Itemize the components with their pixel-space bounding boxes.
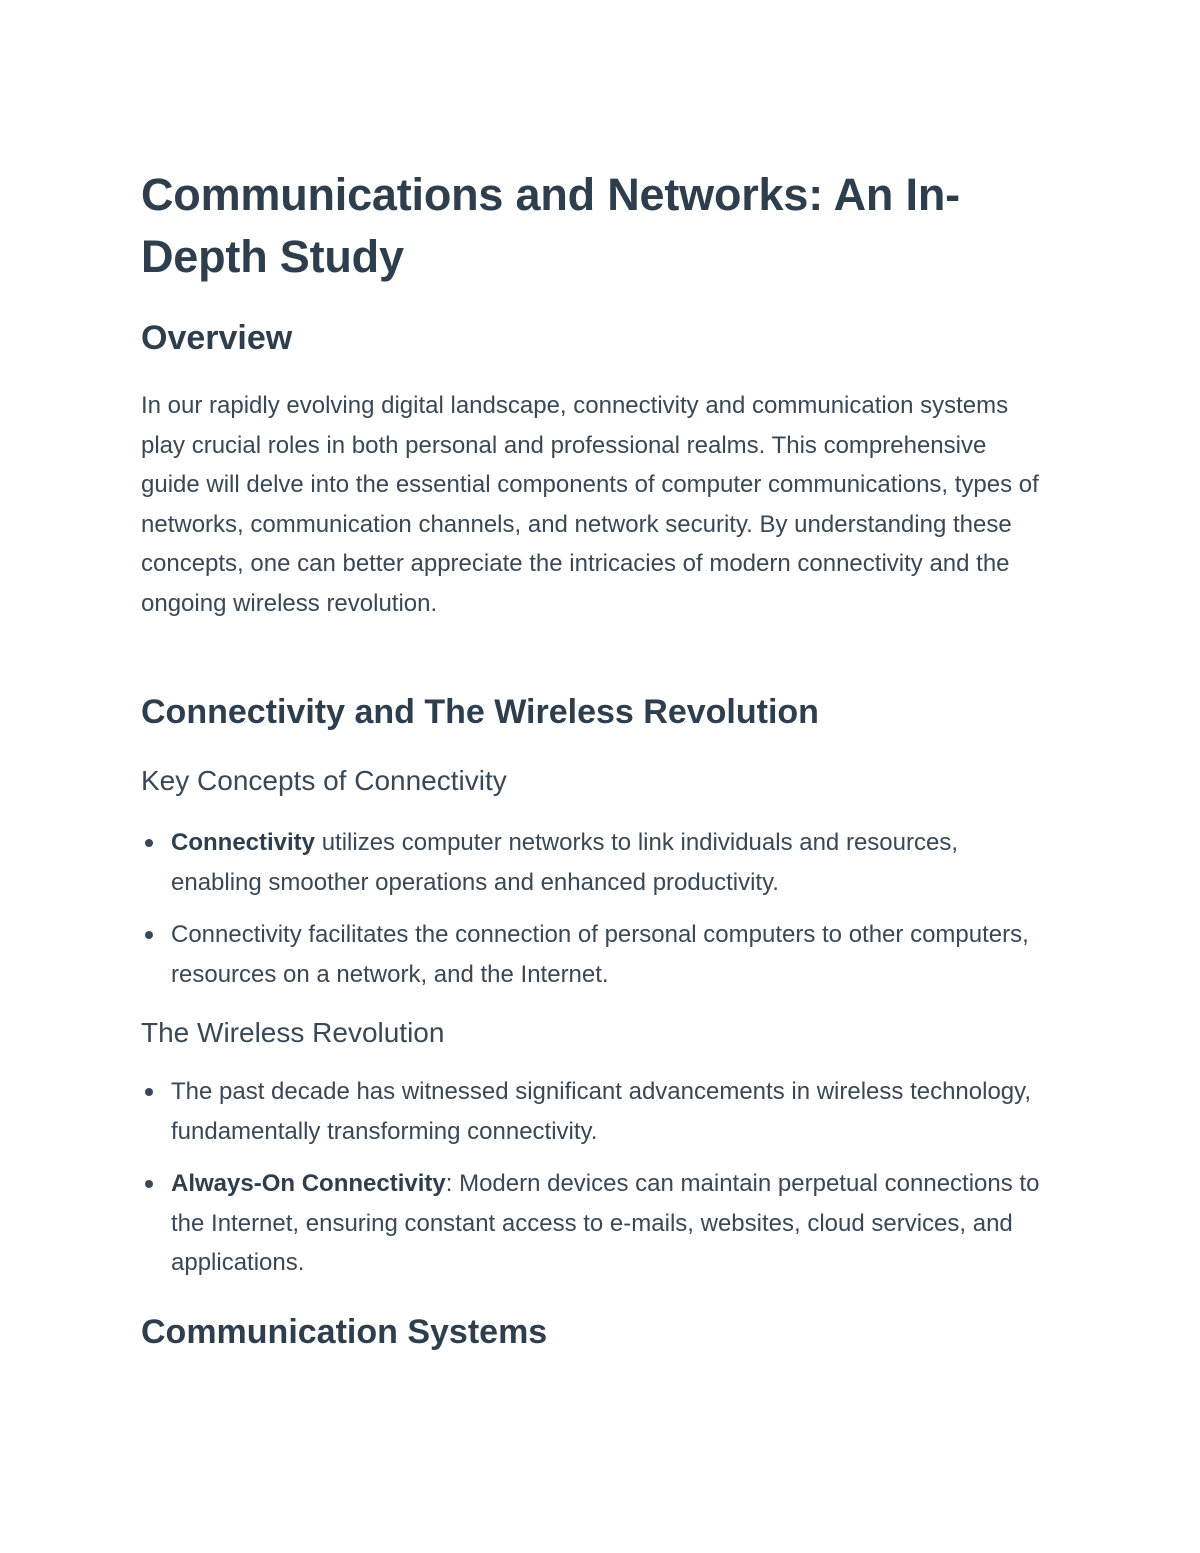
communication-systems-heading: Communication Systems [141,1313,548,1351]
bullet-icon [145,1088,153,1096]
list-item [141,915,1051,994]
wireless-revolution-list [141,1072,1051,1283]
bullet-icon [145,931,153,939]
list-item-text: Connectivity facilitates the connection of personal computers to other computers, resources on a network, and the Internet. [171,921,1029,988]
bullet-icon [145,839,153,847]
list-item [141,1072,1051,1151]
list-item-text: The past decade has witnessed significant advancements in wireless technology, fundamentally transforming connectivity. [171,1078,1032,1145]
connectivity-heading: Connectivity and The Wireless Revolution [141,693,819,731]
key-concepts-heading: Key Concepts of Connectivity [141,765,507,796]
overview-heading: Overview [141,319,293,357]
list-item-text: utilizes computer networks to link individuals and resources, enabling smoother operations and enhanced productivity. [171,829,958,896]
wireless-revolution-heading: The Wireless Revolution [141,1017,445,1048]
list-item-bold: Connectivity [171,829,316,856]
list-item-bold: Always-On Connectivity [171,1170,446,1198]
list-item [141,823,1051,902]
key-concepts-list [141,823,1051,994]
overview-paragraph: In our rapidly evolving digital landscape, connectivity and communication systems play crucial roles in both personal and professional realms. This comprehensive guide will delve into the essential components of computer communications, types of networks, communication channels, and network security. By understanding these concepts, one can better appreciate the intricacies of modern connectivity and the ongoing wireless revolution. [141,392,1039,617]
list-item-text: : Modern devices can maintain perpetual connections to the Internet, ensuring constant access to e-mails, websites, cloud services, and applications. [171,1170,1040,1277]
list-item [141,1164,1051,1283]
bullet-icon [145,1180,153,1188]
document-title: Communications and Networks: An In-Depth Study [141,169,960,282]
